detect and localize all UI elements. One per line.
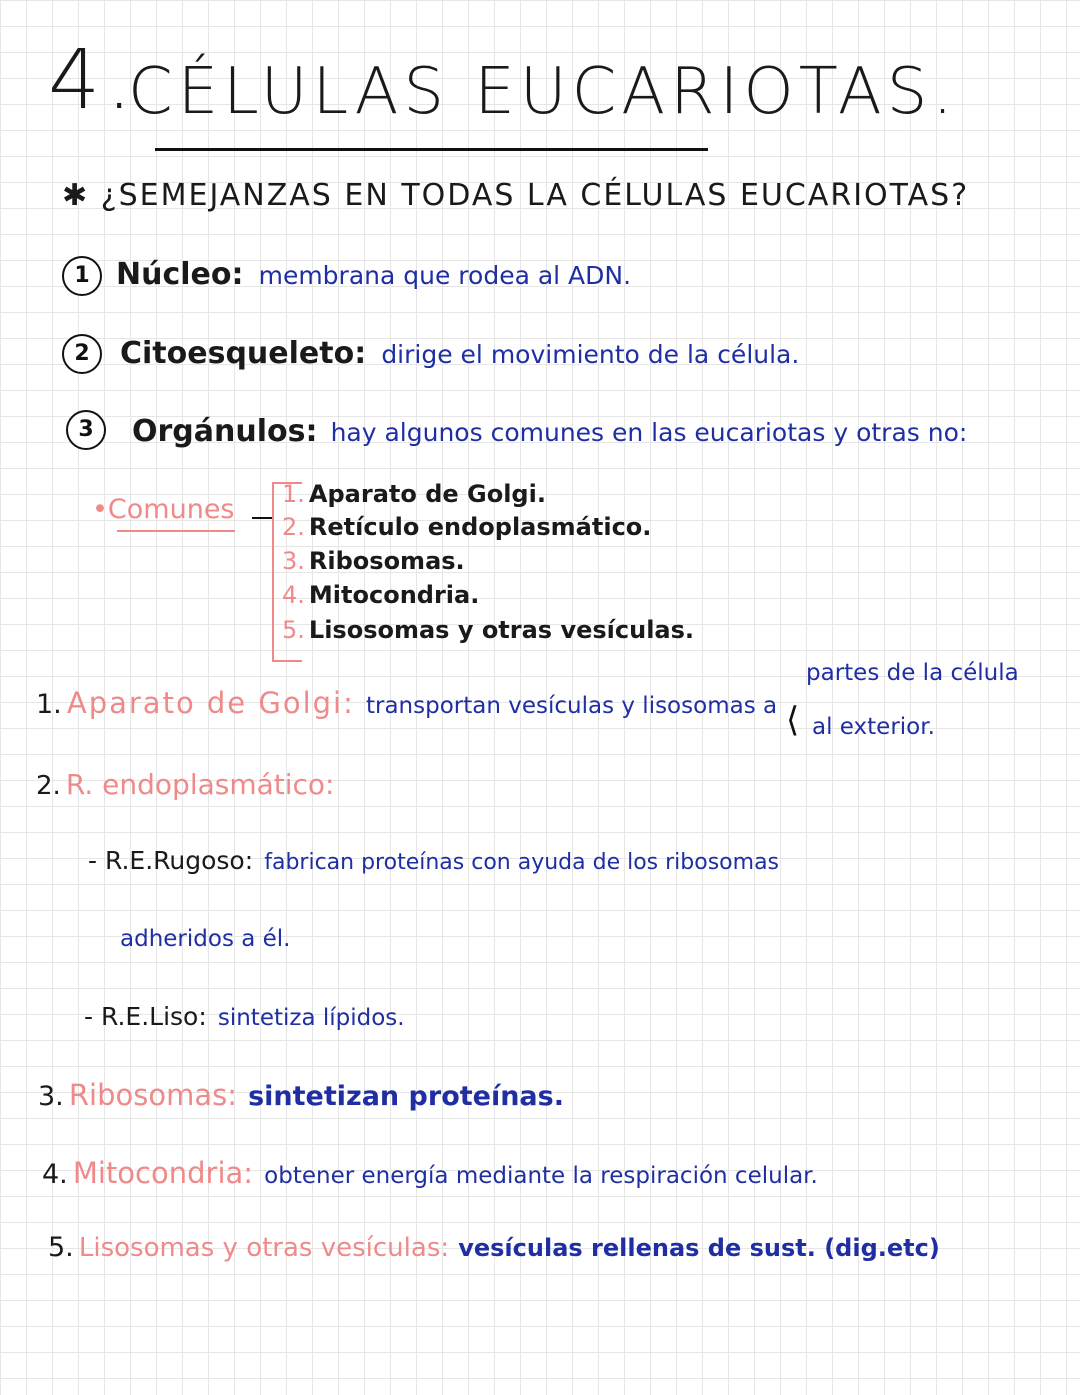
- golgi-branch-2: al exterior.: [812, 714, 935, 740]
- detail-desc: sintetiza lípidos.: [217, 1005, 405, 1031]
- detail-liso: [84, 1002, 405, 1031]
- list-item: 4. Mitocondria.: [282, 581, 480, 609]
- list-item: 5. Lisosomas y otras vesículas.: [282, 616, 695, 644]
- point-label: Orgánulos:: [132, 414, 318, 449]
- point-desc: dirige el movimiento de la célula.: [381, 340, 800, 369]
- page-title: CÉLULAS EUCARIOTAS.: [128, 55, 958, 129]
- detail-desc: fabrican proteínas con ayuda de los ribosomas: [264, 850, 780, 875]
- detail-re: [36, 768, 335, 801]
- comunes-underline: [117, 530, 235, 532]
- detail-number: 3.: [38, 1081, 64, 1112]
- detail-label: Lisosomas y otras vesículas:: [78, 1233, 450, 1263]
- detail-desc: vesículas rellenas de sust. (dig.etc): [458, 1234, 940, 1262]
- detail-label: Ribosomas:: [68, 1078, 237, 1112]
- star-icon: ✱: [62, 178, 90, 213]
- detail-desc: obtener energía mediante la respiración celular.: [264, 1163, 818, 1189]
- number-circle-3: 3: [66, 410, 106, 450]
- list-item: 3. Ribosomas.: [282, 547, 465, 575]
- detail-label: Aparato de Golgi:: [66, 686, 355, 720]
- list-item: 1. Aparato de Golgi.: [282, 480, 546, 508]
- point-nucleo: [116, 257, 631, 292]
- detail-desc: sintetizan proteínas.: [248, 1081, 564, 1112]
- detail-number: 4.: [42, 1159, 68, 1190]
- branch-brace: ⟨: [786, 700, 800, 740]
- number-circle-2: 2: [62, 334, 102, 374]
- detail-label: Mitocondria:: [72, 1156, 254, 1190]
- question: [62, 178, 969, 213]
- detail-rugoso: [88, 846, 779, 875]
- golgi-branch-1: partes de la célula: [806, 660, 1019, 686]
- point-label: Núcleo:: [116, 257, 244, 292]
- detail-rugoso-cont: adheridos a él.: [120, 926, 291, 952]
- detail-number: 2.: [36, 771, 61, 801]
- title-number: 4.: [48, 33, 139, 128]
- detail-label: - R.E.Liso:: [84, 1002, 207, 1031]
- detail-lisosomas: [48, 1232, 940, 1263]
- list-item: 2. Retículo endoplasmático.: [282, 513, 652, 541]
- detail-golgi: [36, 686, 777, 720]
- detail-desc: transportan vesículas y lisosomas a: [365, 693, 778, 719]
- number-circle-1: 1: [62, 256, 102, 296]
- question-text: ¿SEMEJANZAS EN TODAS LA CÉLULAS EUCARIOTAS?: [100, 178, 970, 213]
- detail-mitocondria: [42, 1156, 818, 1190]
- point-organulos: [132, 414, 967, 449]
- connector-dash: [252, 517, 274, 519]
- detail-number: 1.: [36, 689, 62, 720]
- point-citoesqueleto: [120, 336, 799, 371]
- detail-label: - R.E.Rugoso:: [88, 846, 254, 875]
- detail-number: 5.: [48, 1232, 74, 1263]
- point-desc: hay algunos comunes en las eucariotas y otras no:: [330, 418, 968, 447]
- detail-ribosomas: [38, 1078, 564, 1112]
- comunes-label: •Comunes: [92, 494, 235, 525]
- point-desc: membrana que rodea al ADN.: [258, 261, 632, 290]
- detail-label: R. endoplasmático:: [65, 768, 335, 801]
- point-label: Citoesqueleto:: [120, 336, 367, 371]
- title-underline: [155, 148, 708, 151]
